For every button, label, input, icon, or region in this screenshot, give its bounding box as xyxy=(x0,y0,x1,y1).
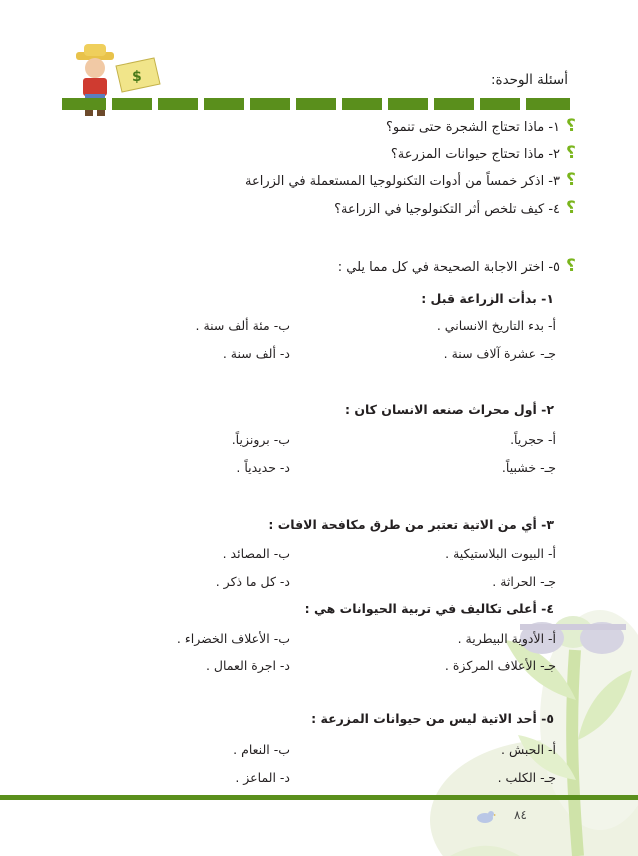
question-4: ٤- كيف تلخص أثر التكنولوجيا في الزراعة؟ xyxy=(334,202,560,217)
mcq-2-stem: ٢- أول محراث صنعه الانسان كان : xyxy=(344,402,554,417)
mcq-1-option-d: د- ألف سنة . xyxy=(222,346,290,361)
mcq-2-option-c: جـ- خشبياً. xyxy=(501,460,556,475)
bird-icon xyxy=(474,808,496,824)
page-number: ٨٤ xyxy=(514,808,527,822)
mcq-4-stem: ٤- أعلى تكاليف في تربية الحيوانات هي : xyxy=(304,601,554,616)
mcq-2-option-d: د- حديدياً . xyxy=(236,460,290,475)
mcq-3-option-c: جـ- الحراثة . xyxy=(492,574,556,589)
mcq-4-option-c: جـ- الأعلاف المركزة . xyxy=(444,658,556,673)
mcq-5-option-d: د- الماعز . xyxy=(235,770,290,785)
mcq-1-option-a: أ- بدء التاريخ الانساني . xyxy=(436,318,556,333)
mcq-2-option-b: ب- برونزياً. xyxy=(231,432,290,447)
mcq-2-option-a: أ- حجرياً. xyxy=(510,432,556,447)
title-dashed-bar xyxy=(62,98,570,110)
mcq-1-option-c: جـ- عشرة آلاف سنة . xyxy=(443,346,556,361)
question-mark-icon: ؟ xyxy=(566,198,576,218)
question-mark-icon: ؟ xyxy=(566,143,576,163)
question-5-intro: ٥- اختر الاجابة الصحيحة في كل مما يلي : xyxy=(337,260,560,275)
svg-text:$: $ xyxy=(132,69,142,85)
mcq-4-option-a: أ- الأدوية البيطرية . xyxy=(457,631,556,646)
question-mark-icon: ؟ xyxy=(566,116,576,136)
mcq-5-option-a: أ- الحبش . xyxy=(501,742,556,757)
mcq-3-stem: ٣- أي من الاتية تعتبر من طرق مكافحة الافات : xyxy=(268,517,554,532)
mcq-5-stem: ٥- أحد الاتية ليس من حيوانات المزرعة : xyxy=(311,711,554,726)
mcq-5-option-b: ب- النعام . xyxy=(233,742,290,757)
question-2: ٢- ماذا تحتاج حيوانات المزرعة؟ xyxy=(390,147,560,162)
question-1: ١- ماذا تحتاج الشجرة حتى تنمو؟ xyxy=(386,120,560,135)
mcq-5-option-c: جـ- الكلب . xyxy=(497,770,556,785)
mcq-3-option-b: ب- المصائد . xyxy=(222,546,290,561)
question-mark-icon: ؟ xyxy=(566,170,576,190)
plant-illustration xyxy=(400,520,638,856)
mcq-3-option-d: د- كل ما ذكر . xyxy=(215,574,290,589)
mcq-4-option-b: ب- الأعلاف الخضراء . xyxy=(176,631,290,646)
bottom-divider xyxy=(0,795,638,800)
mcq-3-option-a: أ- البيوت البلاستيكية . xyxy=(445,546,556,561)
unit-title: أسئلة الوحدة: xyxy=(490,72,568,88)
mcq-4-option-d: د- اجرة العمال . xyxy=(205,658,290,673)
question-3: ٣- اذكر خمساً من أدوات التكنولوجيا المستعملة في الزراعة xyxy=(245,174,560,189)
mcq-1-option-b: ب- مئة ألف سنة . xyxy=(195,318,290,333)
question-mark-icon: ؟ xyxy=(566,256,576,276)
mcq-1-stem: ١- بدأت الزراعة قبل : xyxy=(421,291,554,306)
